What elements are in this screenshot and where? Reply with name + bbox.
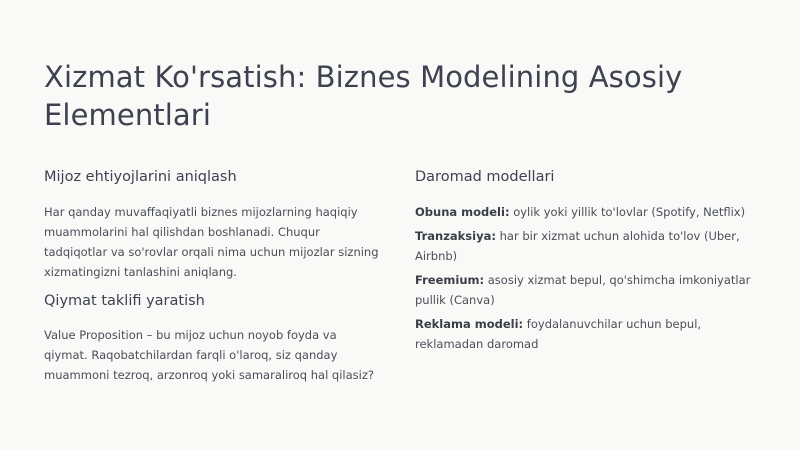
revenue-model-name: Reklama modeli:	[415, 317, 524, 331]
section-text-customer-needs: Har qanday muvaffaqiyatli biznes mijozlarning haqiqiy muammolarini hal qilishdan boshlanadi. Chuqur tadqiqotlar va so'rovlar orqali nima uchun mijozlar sizning xizmatingizni tanlashini aniqlang.	[44, 205, 379, 279]
revenue-model-desc: foydalanuvchilar uchun bepul, reklamadan daromad	[415, 317, 702, 351]
revenue-model-desc: oylik yoki yillik to'lovlar (Spotify, Netflix)	[509, 205, 746, 219]
section-heading-revenue-models: Daromad modellari	[415, 169, 555, 185]
revenue-model-item	[415, 226, 755, 266]
slide-title: Xizmat Ko'rsatish: Biznes Modelining Asosiy Elementlari	[44, 60, 683, 132]
section-heading-value-proposition: Qiymat taklifi yaratish	[44, 293, 205, 309]
revenue-model-item	[415, 314, 755, 354]
section-text-value-proposition: Value Proposition – bu mijoz uchun noyob foyda va qiymat. Raqobatchilardan farqli o'laroq, siz qanday muammoni tezroq, arzonroq yoki samaraliroq hal qilasiz?	[44, 328, 374, 382]
revenue-model-name: Obuna modeli:	[415, 205, 510, 219]
revenue-model-desc: har bir xizmat uchun alohida to'lov (Uber, Airbnb)	[415, 229, 740, 263]
revenue-model-name: Tranzaksiya:	[415, 229, 496, 243]
revenue-model-list	[415, 202, 755, 358]
revenue-model-desc: asosiy xizmat bepul, qo'shimcha imkoniyatlar pullik (Canva)	[415, 273, 751, 307]
content-columns	[44, 166, 764, 426]
revenue-model-item	[415, 270, 755, 310]
revenue-model-name: Freemium:	[415, 273, 485, 287]
revenue-model-item	[415, 202, 755, 222]
section-heading-customer-needs: Mijoz ehtiyojlarini aniqlash	[44, 169, 237, 185]
